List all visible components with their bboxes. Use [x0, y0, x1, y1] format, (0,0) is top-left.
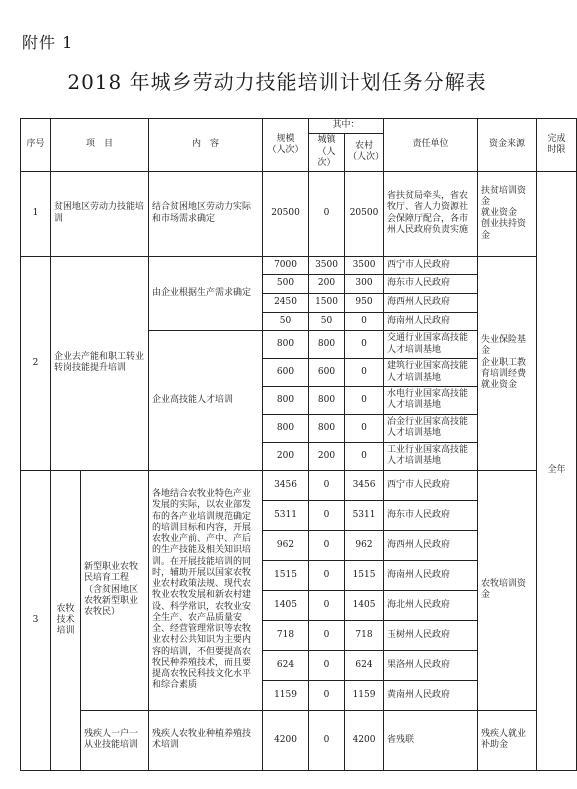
row-scale: 500 [263, 275, 309, 294]
row-scale: 800 [263, 414, 309, 442]
attachment-label: 附件 1 [22, 33, 74, 52]
row-unit: 工业行业国家高技能人才培训基地 [384, 442, 478, 470]
row-rural: 0 [345, 414, 384, 442]
row-rural: 300 [345, 275, 384, 294]
row-urban: 0 [309, 710, 345, 770]
row-scale: 1159 [263, 680, 309, 710]
row-fund: 扶贫培训资金 就业资金 创业扶持资金 [478, 171, 537, 256]
row-rural: 962 [345, 530, 384, 560]
row-content: 各地结合农牧业特色产业发展的实际，以农业部发布的各产业培训规范确定的培训目标和内容，开展农牧业产前、产中、产后的生产技能及相关知识培训。在开展技能培训的同时，辅助开展以国家农牧业农村政策法规、现代农牧业农牧发展和新农村建设、科学常识，农牧业安全生产、农产品质量安全、经营管理常识等农牧业农村公共知识为主要内容的培训，不但要提高农牧民种养殖技术，而且要提高农牧民科技文化水平和综合素质 [149, 470, 263, 710]
row-urban: 0 [309, 560, 345, 590]
row-unit: 海北州人民政府 [384, 590, 478, 620]
row-urban: 800 [309, 387, 345, 415]
header-rural: 农村 （人次） [345, 133, 384, 171]
row-unit: 海南州人民政府 [384, 560, 478, 590]
row-seq: 2 [21, 256, 51, 470]
row-rural: 0 [345, 442, 384, 470]
row-scale: 3456 [263, 470, 309, 500]
row-rural: 1405 [345, 590, 384, 620]
row-urban: 0 [309, 620, 345, 650]
row-content: 企业高技能人才培训 [149, 331, 263, 471]
row-urban: 600 [309, 359, 345, 387]
task-breakdown-table [20, 118, 577, 771]
row-urban: 0 [309, 500, 345, 530]
header-urban: 城镇 （人次） [309, 133, 345, 171]
row-scale: 2450 [263, 293, 309, 312]
row-fund: 失业保险基金 企业职工教育培训经费 就业资金 [478, 256, 537, 470]
table-row [21, 256, 577, 275]
header-of-which: 其中： [309, 119, 384, 134]
deadline-cell: 全年 [537, 171, 577, 770]
header-row-1 [21, 119, 577, 134]
header-unit: 责任单位 [384, 119, 478, 172]
row-rural: 1159 [345, 680, 384, 710]
row-rural: 718 [345, 620, 384, 650]
row-unit: 黄南州人民政府 [384, 680, 478, 710]
row-unit: 海东市人民政府 [384, 500, 478, 530]
row-unit: 省残联 [384, 710, 478, 770]
table-row [21, 171, 577, 256]
row-scale: 4200 [263, 710, 309, 770]
row-project: 贫困地区劳动力技能培训 [51, 171, 149, 256]
row-project: 企业去产能和职工转业转岗技能提升培训 [51, 256, 149, 470]
row-scale: 624 [263, 650, 309, 680]
row-scale: 50 [263, 312, 309, 331]
row-urban: 0 [309, 470, 345, 500]
row-subproject: 新型职业农牧民培育工程（含贫困地区农牧新型职业农牧民） [81, 470, 149, 710]
row-urban: 200 [309, 442, 345, 470]
row-scale: 7000 [263, 256, 309, 275]
row-scale: 200 [263, 442, 309, 470]
header-deadline: 完成 时限 [537, 119, 577, 172]
row-scale: 1405 [263, 590, 309, 620]
row-scale: 1515 [263, 560, 309, 590]
row-unit: 海西州人民政府 [384, 293, 478, 312]
row-unit: 海东市人民政府 [384, 275, 478, 294]
task-table-frame [20, 118, 566, 771]
row-seq: 3 [21, 470, 51, 770]
row-scale: 800 [263, 331, 309, 359]
row-rural: 0 [345, 359, 384, 387]
row-rural: 0 [345, 387, 384, 415]
row-fund: 残疾人就业补助金 [478, 710, 537, 770]
row-rural: 4200 [345, 710, 384, 770]
row-urban: 0 [309, 590, 345, 620]
row-unit: 西宁市人民政府 [384, 470, 478, 500]
row-scale: 5311 [263, 500, 309, 530]
row-urban: 50 [309, 312, 345, 331]
row-scale: 718 [263, 620, 309, 650]
row-fund: 农牧培训资金 [478, 470, 537, 710]
row-urban: 800 [309, 414, 345, 442]
row-unit: 海西州人民政府 [384, 530, 478, 560]
row-scale: 962 [263, 530, 309, 560]
row-rural: 950 [345, 293, 384, 312]
row-urban: 800 [309, 331, 345, 359]
row-content: 由企业根据生产需求确定 [149, 256, 263, 331]
row-unit: 冶金行业国家高技能人才培训基地 [384, 414, 478, 442]
row-scale: 800 [263, 387, 309, 415]
row-rural: 624 [345, 650, 384, 680]
header-content: 内 容 [149, 119, 263, 172]
row-rural: 0 [345, 331, 384, 359]
row-rural: 1515 [345, 560, 384, 590]
row-rural: 0 [345, 312, 384, 331]
table-row [21, 470, 577, 500]
header-seq: 序号 [21, 119, 51, 172]
row-rural: 5311 [345, 500, 384, 530]
table-row [21, 710, 577, 770]
row-urban: 200 [309, 275, 345, 294]
row-unit: 建筑行业国家高技能人才培训基地 [384, 359, 478, 387]
row-urban: 0 [309, 680, 345, 710]
row-unit: 西宁市人民政府 [384, 256, 478, 275]
row-unit: 海南州人民政府 [384, 312, 478, 331]
row-subproject: 残疾人一户一从业技能培训 [81, 710, 149, 770]
row-project: 农牧技术培训 [51, 470, 81, 770]
row-unit: 省扶贫局牵头，省农牧厅、省人力资源社会保障厅配合，各市州人民政府负责实施 [384, 171, 478, 256]
row-seq: 1 [21, 171, 51, 256]
row-scale: 20500 [263, 171, 309, 256]
document-title: 2018 年城乡劳动力技能培训计划任务分解表 [67, 70, 487, 94]
row-scale: 600 [263, 359, 309, 387]
header-project: 项 目 [51, 119, 149, 172]
row-urban: 0 [309, 530, 345, 560]
row-urban: 0 [309, 171, 345, 256]
row-content: 结合贫困地区劳动力实际和市场需求确定 [149, 171, 263, 256]
row-rural: 20500 [345, 171, 384, 256]
row-unit: 水电行业国家高技能人才培训基地 [384, 387, 478, 415]
row-urban: 0 [309, 650, 345, 680]
row-rural: 3456 [345, 470, 384, 500]
row-rural: 3500 [345, 256, 384, 275]
row-urban: 3500 [309, 256, 345, 275]
row-content: 残疾人农牧业种植养殖技术培训 [149, 710, 263, 770]
row-urban: 1500 [309, 293, 345, 312]
header-fund: 资金来源 [478, 119, 537, 172]
row-unit: 果洛州人民政府 [384, 650, 478, 680]
header-scale: 规模 （人次） [263, 119, 309, 172]
row-unit: 交通行业国家高技能人才培训基地 [384, 331, 478, 359]
row-unit: 玉树州人民政府 [384, 620, 478, 650]
